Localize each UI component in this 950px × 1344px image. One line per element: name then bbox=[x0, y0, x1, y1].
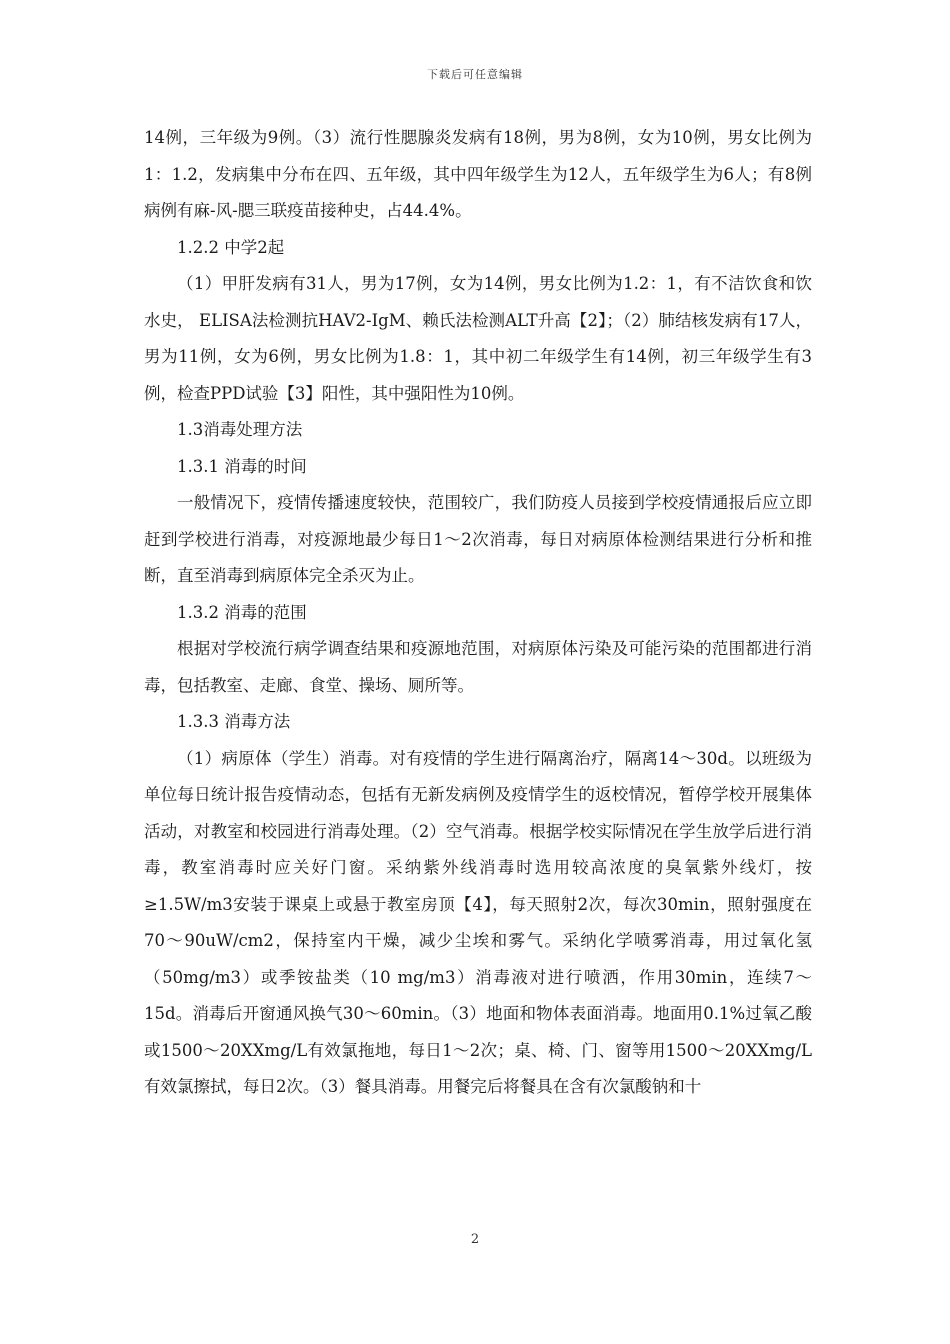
page-header: 下载后可任意编辑 bbox=[427, 68, 523, 81]
section-heading: 1.3消毒处理方法 bbox=[177, 420, 303, 439]
section-heading: 1.3.1 消毒的时间 bbox=[177, 456, 307, 476]
body-paragraph: （1）甲肝发病有31人，男为17例，女为14例，男女比例为1.2：1，有不洁饮食和饮水史， ELISA法检测抗HAV2-IgM、赖氏法检测ALT升高【2】；（2）肺结核发病有17人，男为11例，女为6例，男女比例为1.8：1，其中初二年级学生有14例，初三年级学生有3例，检查PPD试验【3】阳性，其中强阳性为10例。 bbox=[144, 274, 812, 403]
body-paragraph: 一般情况下，疫情传播速度较快，范围较广，我们防疫人员接到学校疫情通报后应立即赶到学校进行消毒，对疫源地最少每日1～2次消毒，每日对病原体检测结果进行分析和推断，直至消毒到病原体完全杀灭为止。 bbox=[144, 493, 812, 585]
section-heading: 1.2.2 中学2起 bbox=[177, 237, 285, 257]
body-paragraph: 根据对学校流行病学调查结果和疫源地范围，对病原体污染及可能污染的范围都进行消毒，包括教室、走廊、食堂、操场、厕所等。 bbox=[144, 639, 812, 695]
document-body bbox=[144, 120, 812, 1106]
section-heading: 1.3.2 消毒的范围 bbox=[177, 602, 307, 622]
body-paragraph: （1）病原体（学生）消毒。对有疫情的学生进行隔离治疗，隔离14～30d。以班级为单位每日统计报告疫情动态，包括有无新发病例及疫情学生的返校情况，暂停学校开展集体活动，对教室和校园进行消毒处理。（2）空气消毒。根据学校实际情况在学生放学后进行消毒，教室消毒时应关好门窗。采纳紫外线消毒时选用较高浓度的臭氧紫外线灯，按≥1.5W/m3安装于课桌上或悬于教室房顶【4】，每天照射2次，每次30min，照射强度在70～90uW/cm2，保持室内干燥，减少尘埃和雾气。采纳化学喷雾消毒，用过氧化氢（50mg/m3）或季铵盐类（10 mg/m3）消毒液对进行喷洒，作用30min，连续7～15d。消毒后开窗通风换气30～60min。（3）地面和物体表面消毒。地面用0.1%过氧乙酸或1500～20XXmg/L有效氯拖地，每日1～2次；桌、椅、门、窗等用1500～20XXmg/L有效氯擦拭，每日2次。（3）餐具消毒。用餐完后将餐具在含有次氯酸钠和十 bbox=[144, 748, 812, 1096]
body-paragraph: 14例，三年级为9例。（3）流行性腮腺炎发病有18例，男为8例，女为10例，男女比例为1：1.2，发病集中分布在四、五年级，其中四年级学生为12人，五年级学生为6人；有8例病例有麻-风-腮三联疫苗接种史，占44.4%。 bbox=[144, 128, 812, 220]
page-number: 2 bbox=[470, 1232, 480, 1247]
section-heading: 1.3.3 消毒方法 bbox=[177, 712, 291, 731]
